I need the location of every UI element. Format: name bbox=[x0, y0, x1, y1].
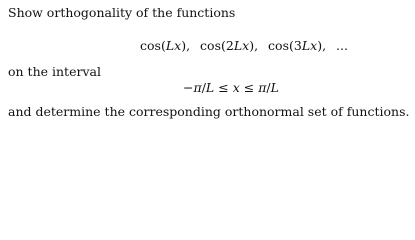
function-1: cos(Lx) bbox=[140, 38, 187, 53]
function-list-equation: cos(Lx), cos(2Lx), cos(3Lx), ... bbox=[140, 38, 348, 53]
function-3: cos(3Lx) bbox=[268, 38, 323, 53]
conclusion-text: and determine the corresponding orthonormal set of functions. bbox=[8, 104, 410, 119]
interval-equation: −π/L ≤ x ≤ π/L bbox=[183, 80, 279, 95]
intro-text: Show orthogonality of the functions bbox=[8, 5, 236, 20]
ellipsis: ... bbox=[336, 38, 348, 53]
function-2: cos(2Lx) bbox=[200, 38, 255, 53]
interval-intro-text: on the interval bbox=[8, 64, 101, 79]
